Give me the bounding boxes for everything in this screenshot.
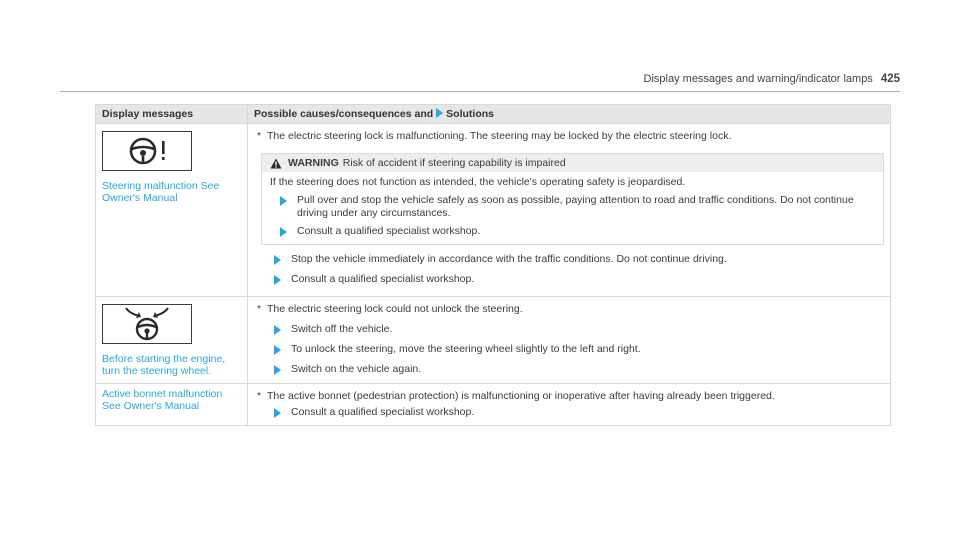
table-row [96,297,891,384]
table-row [96,384,891,426]
message-cell [96,124,248,297]
warning-header [262,154,883,172]
page-number: 425 [880,73,900,85]
cause-text-body: The active bonnet (pedestrian protection) is malfunctioning or inoperative after having already been triggered. [267,390,775,402]
cause-text-body: The electric steering lock is malfunctioning. The steering may be locked by the electric steering lock. [267,130,732,142]
table-header-row [96,105,891,124]
message-cell [96,297,248,384]
solution-step [264,363,884,376]
solution-step [264,406,884,419]
col-header-solutions-label: Solutions [446,108,495,120]
solution-step [264,273,884,286]
step-arrow-icon [274,275,281,285]
warning-title: Risk of accident if steering capability is impaired [342,157,566,169]
warning-step [270,194,875,220]
step-arrow-icon [274,408,281,418]
step-arrow-icon [274,325,281,335]
cause-text: * The electric steering lock is malfunctioning. The steering may be locked by the electric steering lock. [257,130,732,142]
col-header-display-messages: Display messages [96,105,248,124]
warning-triangle-icon [270,158,282,169]
solution-steps [264,253,884,286]
cause-text: * The electric steering lock could not unlock the steering. [257,303,523,315]
header-rule [60,91,900,92]
step-arrow-icon [274,255,281,265]
cause-text-body: The electric steering lock could not unlock the steering. [267,303,523,315]
display-message-text: Active bonnet malfunction See Owner's Manual [102,388,223,412]
cause-cell [248,384,891,426]
solution-step [264,323,884,336]
display-message-text: Steering malfunction See Owner's Manual [102,180,220,204]
solution-step-text: Consult a qualified specialist workshop. [291,273,475,285]
warning-step-text: Pull over and stop the vehicle safely as soon as possible, paying attention to road and traffic conditions. Do not continue driving under any circumstances. [297,194,854,219]
cause-text: * The active bonnet (pedestrian protection) is malfunctioning or inoperative after having already been triggered. [257,390,775,402]
solution-step [264,343,884,356]
step-arrow-icon [274,345,281,355]
warning-box [261,153,884,245]
cause-cell [248,124,891,297]
col-header-causes [248,105,891,124]
warning-step-text: Consult a qualified specialist workshop. [297,225,481,237]
header-title: Display messages and warning/indicator lamps [643,73,873,85]
cause-cell [248,297,891,384]
solution-step-text: Switch off the vehicle. [291,323,393,335]
display-messages-table [95,104,891,426]
steering-wheel-turn-arrows-icon [102,304,192,344]
solution-step-text: Switch on the vehicle again. [291,363,422,375]
solution-steps [264,323,884,376]
solution-step-text: Consult a qualified specialist workshop. [291,406,475,418]
step-arrow-icon [274,365,281,375]
col-header-causes-label: Possible causes/consequences and [254,108,434,120]
message-cell [96,384,248,426]
solution-step [264,253,884,266]
step-arrow-icon [280,227,287,237]
warning-step [270,225,875,238]
warning-text: If the steering does not function as intended, the vehicle's operating safety is jeopardised. [270,176,686,188]
solution-step-text: To unlock the steering, move the steering wheel slightly to the left and right. [291,343,641,355]
warning-body [262,172,883,238]
solutions-arrow-icon [436,108,443,118]
table-row [96,124,891,297]
solution-step-text: Stop the vehicle immediately in accordance with the traffic conditions. Do not continue driving. [291,253,727,265]
steering-wheel-exclamation-icon [102,131,192,171]
page-header [644,73,900,85]
warning-label: WARNING [288,157,339,169]
step-arrow-icon [280,196,287,206]
solution-steps [264,406,884,419]
display-message-text: Before starting the engine, turn the steering wheel. [102,353,226,377]
